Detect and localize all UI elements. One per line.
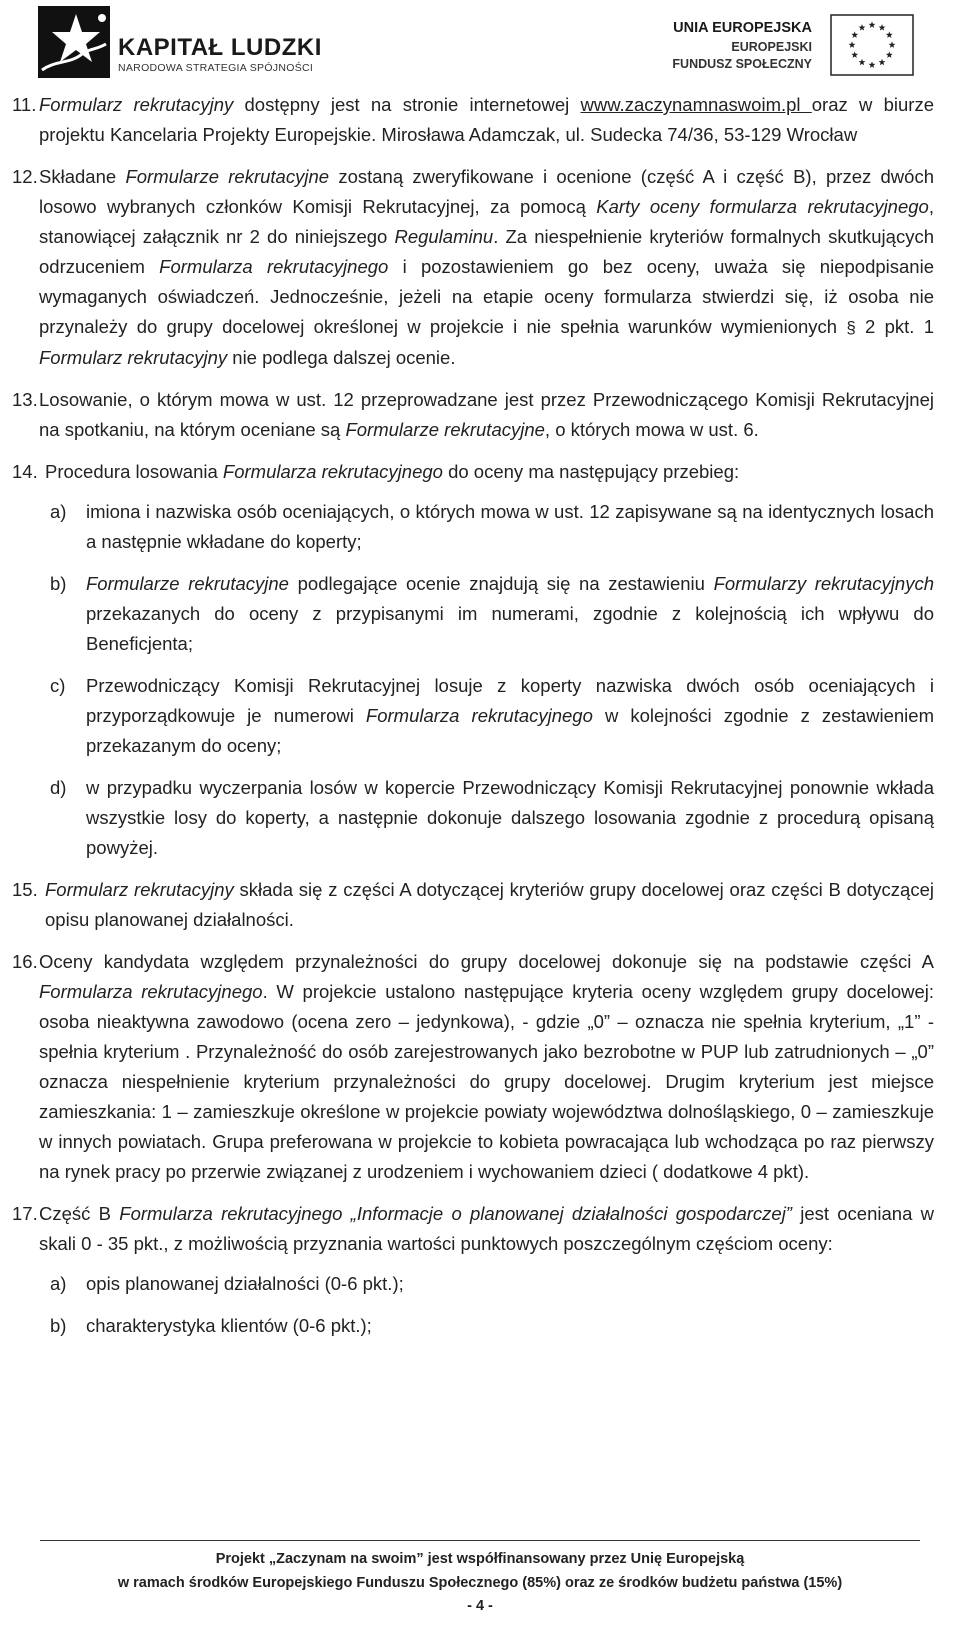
website-link[interactable]: www.zaczynamnaswoim.pl bbox=[580, 94, 812, 115]
page-number: - 4 - bbox=[467, 1598, 493, 1614]
text-span: Losowanie, o którym mowa w ust. 12 przeprowadzane jest przez Przewodniczącego Komisji Rekrutacyjnej na spotkaniu, na którym oceniane są bbox=[39, 389, 934, 440]
subitem-text: opis planowanej działalności (0-6 pkt.); bbox=[86, 1273, 404, 1294]
eu-logo-line3: FUNDUSZ SPOŁECZNY bbox=[672, 57, 812, 71]
subitem-17a bbox=[50, 1269, 934, 1299]
text-span: Przewodniczący Komisji Rekrutacyjnej losuje z koperty nazwiska dwóch osób oceniających i przyporządkowuje je numerowi bbox=[86, 675, 934, 726]
italic-term: Formularze rekrutacyjne bbox=[345, 419, 545, 440]
italic-term: Formularza rekrutacyjnego „Informacje o planowanej działalności gospodarczej” bbox=[119, 1203, 792, 1224]
italic-term: Formularz rekrutacyjny bbox=[39, 347, 228, 368]
text-span: Składane bbox=[39, 166, 126, 187]
eu-flag-icon bbox=[830, 14, 914, 76]
subitem-14d bbox=[50, 773, 934, 863]
italic-term: Formularze rekrutacyjne bbox=[86, 573, 289, 594]
subitem-14a bbox=[50, 497, 934, 557]
italic-term: Formularz rekrutacyjny bbox=[45, 879, 234, 900]
italic-term: Karty oceny formularza rekrutacyjnego bbox=[596, 196, 929, 217]
left-logo-brand: KAPITAŁ LUDZKI bbox=[118, 34, 322, 61]
text-span: składa się z części A dotyczącej kryteriów grupy docelowej oraz części B dotyczącej opisu planowanej działalności. bbox=[45, 879, 934, 930]
paragraph-17 bbox=[12, 1199, 934, 1259]
item-number: 11. bbox=[12, 94, 37, 115]
subitem-14c bbox=[50, 671, 934, 761]
subitem-14b bbox=[50, 569, 934, 659]
footer-line-1: Projekt „Zaczynam na swoim” jest współfinansowany przez Unię Europejską bbox=[215, 1551, 745, 1567]
text-span: i pozostawieniem go bez oceny, uważa się niepodpisanie wymaganych oświadczeń. Jednocześnie, jeżeli na etapie oceny formularza stwierdzi się, iż osoba nie przynależy do grupy docelowej określonej w projekcie i nie spełnia warunków wymienionych bbox=[39, 256, 934, 337]
subitem-letter: b) bbox=[50, 1315, 67, 1336]
text-span: podlegające ocenie znajdują się na zestawieniu bbox=[288, 573, 714, 594]
item-number: 12. bbox=[12, 166, 38, 187]
subitem-text: charakterystyka klientów (0-6 pkt.); bbox=[86, 1315, 372, 1336]
text-span: przekazanych do oceny z przypisanymi im numerami, zgodnie z kolejnością ich wpływu do Beneficjenta; bbox=[86, 603, 934, 654]
italic-term: Formularza rekrutacyjnego bbox=[222, 461, 443, 482]
eu-logo-line1: UNIA EUROPEJSKA bbox=[673, 20, 812, 36]
text-span: 2 pkt. 1 bbox=[855, 316, 934, 337]
eu-logo bbox=[672, 14, 940, 80]
text-span: . W projekcie ustalono następujące kryteria oceny względem grupy docelowej: osoba nieaktywna zawodowo (ocena zero – jedynkowa), - gdzie „0” – oznacza nie spełnia kryterium, „1” - spełnia kryterium . Przynależność do osób zarejestrowanych jako bezrobotne w PUP lub zatrudnionych – „0” oznacza niespełnienie kryterium przynależności do grupy docelowej. Drugim kryterium jest miejsce zamieszkania: 1 – zamieszkuje określone w projekcie powiaty województwa dolnośląskiego, 0 – zamieszkuje w innych powiatach. Grupa preferowana w projekcie to kobieta powracająca lub wchodząca po raz pierwszy na rynek pracy po przerwie związanej z urodzeniem i wychowaniem dzieci ( dodatkowe 4 pkt). bbox=[39, 981, 935, 1182]
text-span: , o których mowa w ust. 6. bbox=[544, 419, 759, 440]
footer-divider bbox=[40, 1540, 920, 1541]
item-number: 14. bbox=[12, 461, 38, 482]
document-body bbox=[12, 90, 934, 1353]
paragraph-14 bbox=[12, 457, 934, 487]
footer-line-2: w ramach środków Europejskiego Funduszu Społecznego (85%) oraz ze środków budżetu państwa (15%) bbox=[117, 1575, 843, 1591]
text-span: jest oceniana w skali 0 - 35 pkt., z możliwością przyznania wartości punktowych poszczególnym częściom oceny: bbox=[39, 1203, 934, 1254]
text-span: oraz w biurze projektu Kancelaria Projekty Europejskie. Mirosława Adamczak, ul. Sudecka 74/36, 53-129 Wrocław bbox=[39, 94, 935, 145]
subitem-letter: b) bbox=[50, 573, 67, 594]
text-span: , stanowiącej załącznik nr 2 do niniejszego bbox=[39, 196, 934, 247]
text-span: zostaną zweryfikowane i ocenione (część A i część B), przez dwóch losowo wybranych członków Komisji Rekrutacyjnej, za pomocą bbox=[39, 166, 934, 217]
text-span: dostępny jest na stronie internetowej bbox=[233, 94, 581, 115]
subitem-letter: c) bbox=[50, 675, 66, 696]
subitem-text: w przypadku wyczerpania losów w kopercie Przewodniczący Komisji Rekrutacyjnej ponownie wkłada wszystkie losy do koperty, a następnie dokonuje dalszego losowania zgodnie z procedurą opisaną powyżej. bbox=[86, 777, 934, 858]
paragraph-15 bbox=[12, 875, 934, 935]
italic-term: Formularza rekrutacyjnego bbox=[39, 981, 263, 1002]
text-span: Część B bbox=[39, 1203, 120, 1224]
eu-logo-line2: EUROPEJSKI bbox=[731, 40, 812, 54]
kapital-ludzki-logo bbox=[36, 4, 326, 80]
paragraph-16 bbox=[12, 947, 934, 1187]
text-span: w kolejności zgodnie z zestawieniem przekazanym do oceny; bbox=[86, 705, 934, 756]
paragraph-12 bbox=[12, 162, 934, 373]
item-number: 17. bbox=[12, 1203, 38, 1224]
page-header bbox=[0, 0, 960, 90]
italic-term: Formularz rekrutacyjny bbox=[39, 94, 234, 115]
text-span: . Za niespełnienie kryteriów formalnych skutkujących odrzuceniem bbox=[39, 226, 934, 277]
paragraph-11 bbox=[12, 90, 934, 150]
kapital-ludzki-emblem-icon bbox=[36, 4, 118, 80]
subitem-letter: d) bbox=[50, 777, 67, 798]
item-number: 13. bbox=[12, 389, 38, 410]
italic-term: Regulaminu bbox=[394, 226, 494, 247]
section-sign: § bbox=[846, 318, 856, 337]
text-span: do oceny ma następujący przebieg: bbox=[442, 461, 740, 482]
subitem-text: imiona i nazwiska osób oceniających, o których mowa w ust. 12 zapisywane są na identycznych losach a następnie wkładane do koperty; bbox=[86, 501, 934, 552]
subitem-17b bbox=[50, 1311, 934, 1341]
text-span: nie podlega dalszej ocenie. bbox=[227, 347, 456, 368]
text-span: Oceny kandydata względem przynależności do grupy docelowej dokonuje się na podstawie części A bbox=[39, 951, 934, 972]
item-number: 16. bbox=[12, 951, 38, 972]
subitem-letter: a) bbox=[50, 1273, 67, 1294]
subitem-letter: a) bbox=[50, 501, 67, 522]
text-span: Procedura losowania bbox=[45, 461, 223, 482]
paragraph-13 bbox=[12, 385, 934, 445]
italic-term: Formularzy rekrutacyjnych bbox=[713, 573, 934, 594]
italic-term: Formularza rekrutacyjnego bbox=[365, 705, 593, 726]
italic-term: Formularze rekrutacyjne bbox=[125, 166, 330, 187]
italic-term: Formularza rekrutacyjnego bbox=[159, 256, 389, 277]
item-number: 15. bbox=[12, 879, 38, 900]
left-logo-tagline: NARODOWA STRATEGIA SPÓJNOŚCI bbox=[118, 62, 314, 74]
